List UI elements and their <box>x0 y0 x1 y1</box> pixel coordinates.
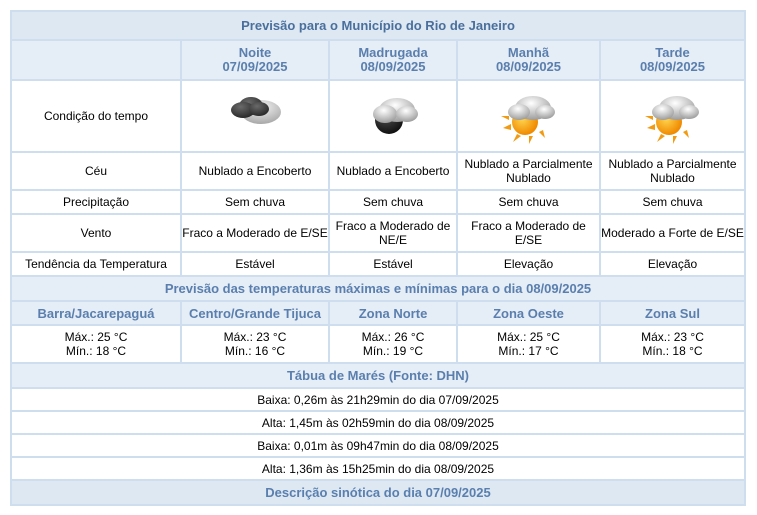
min-temp: Mín.: 17 °C <box>498 344 559 358</box>
zone-name: Centro/Grande Tijuca <box>181 301 329 325</box>
precip-value: Sem chuva <box>600 190 745 214</box>
condition-noite <box>181 80 329 152</box>
trend-value: Elevação <box>457 252 600 276</box>
period-name: Madrugada <box>358 45 428 60</box>
max-temp: Máx.: 26 °C <box>361 330 425 344</box>
trend-value: Estável <box>329 252 457 276</box>
zone-temps <box>600 325 745 363</box>
tides-title: Tábua de Marés (Fonte: DHN) <box>11 363 745 388</box>
trend-value: Estável <box>181 252 329 276</box>
tide-row: Baixa: 0,26m às 21h29min do dia 07/09/2025 <box>11 388 745 411</box>
tide-row: Alta: 1,45m às 02h59min do dia 08/09/2025 <box>11 411 745 434</box>
min-temp: Mín.: 16 °C <box>224 344 286 358</box>
period-date: 08/09/2025 <box>360 59 426 74</box>
blank-corner <box>11 40 181 80</box>
row-label-wind: Vento <box>11 214 181 252</box>
sky-value: Nublado a Encoberto <box>181 152 329 190</box>
max-temp: Máx.: 25 °C <box>64 330 128 344</box>
period-manha <box>457 40 600 80</box>
row-label-precip: Precipitação <box>11 190 181 214</box>
period-name: Noite <box>238 45 272 60</box>
precip-value: Sem chuva <box>329 190 457 214</box>
sky-value: Nublado a Encoberto <box>329 152 457 190</box>
cloud-sun-icon <box>497 88 561 144</box>
row-label-condition: Condição do tempo <box>11 80 181 152</box>
condition-manha <box>457 80 600 152</box>
wind-value: Fraco a Moderado de E/SE <box>181 214 329 252</box>
forecast-title: Previsão para o Município do Rio de Janeiro <box>11 11 745 40</box>
period-date: 08/09/2025 <box>639 59 706 74</box>
period-noite <box>181 40 329 80</box>
min-temp: Mín.: 18 °C <box>65 344 127 358</box>
precip-value: Sem chuva <box>457 190 600 214</box>
row-label-sky: Céu <box>11 152 181 190</box>
zone-temps <box>329 325 457 363</box>
zone-name: Zona Oeste <box>457 301 600 325</box>
condition-tarde <box>600 80 745 152</box>
cloud-moon-icon <box>361 88 425 144</box>
forecast-table <box>10 10 746 506</box>
trend-value: Elevação <box>600 252 745 276</box>
max-temp: Máx.: 23 °C <box>223 330 287 344</box>
precip-value: Sem chuva <box>181 190 329 214</box>
min-temp: Mín.: 18 °C <box>642 344 703 358</box>
sky-value: Nublado a Parcialmente Nublado <box>457 152 600 190</box>
zone-name: Zona Norte <box>329 301 457 325</box>
temps-title: Previsão das temperaturas máximas e mínimas para o dia 08/09/2025 <box>11 276 745 301</box>
period-madrugada <box>329 40 457 80</box>
zone-temps <box>181 325 329 363</box>
row-label-trend: Tendência da Temperatura <box>11 252 181 276</box>
period-tarde <box>600 40 745 80</box>
max-temp: Máx.: 25 °C <box>497 330 560 344</box>
period-date: 08/09/2025 <box>495 59 562 74</box>
wind-value: Fraco a Moderado de E/SE <box>457 214 600 252</box>
cloud-sun-icon <box>641 88 705 144</box>
min-temp: Mín.: 19 °C <box>362 344 424 358</box>
tide-row: Baixa: 0,01m às 09h47min do dia 08/09/2025 <box>11 434 745 457</box>
sky-value: Nublado a Parcialmente Nublado <box>600 152 745 190</box>
zone-name: Zona Sul <box>600 301 745 325</box>
period-date: 07/09/2025 <box>222 59 288 74</box>
max-temp: Máx.: 23 °C <box>641 330 704 344</box>
synoptic-title: Descrição sinótica do dia 07/09/2025 <box>11 480 745 505</box>
forecast-panel <box>10 10 744 506</box>
dark-cloud-night-icon <box>223 88 287 144</box>
zone-temps <box>457 325 600 363</box>
tide-row: Alta: 1,36m às 15h25min do dia 08/09/2025 <box>11 457 745 480</box>
wind-value: Fraco a Moderado de NE/E <box>329 214 457 252</box>
period-name: Manhã <box>507 45 550 60</box>
period-name: Tarde <box>655 45 690 60</box>
condition-madrugada <box>329 80 457 152</box>
zone-name: Barra/Jacarepaguá <box>11 301 181 325</box>
zone-temps <box>11 325 181 363</box>
wind-value: Moderado a Forte de E/SE <box>600 214 745 252</box>
